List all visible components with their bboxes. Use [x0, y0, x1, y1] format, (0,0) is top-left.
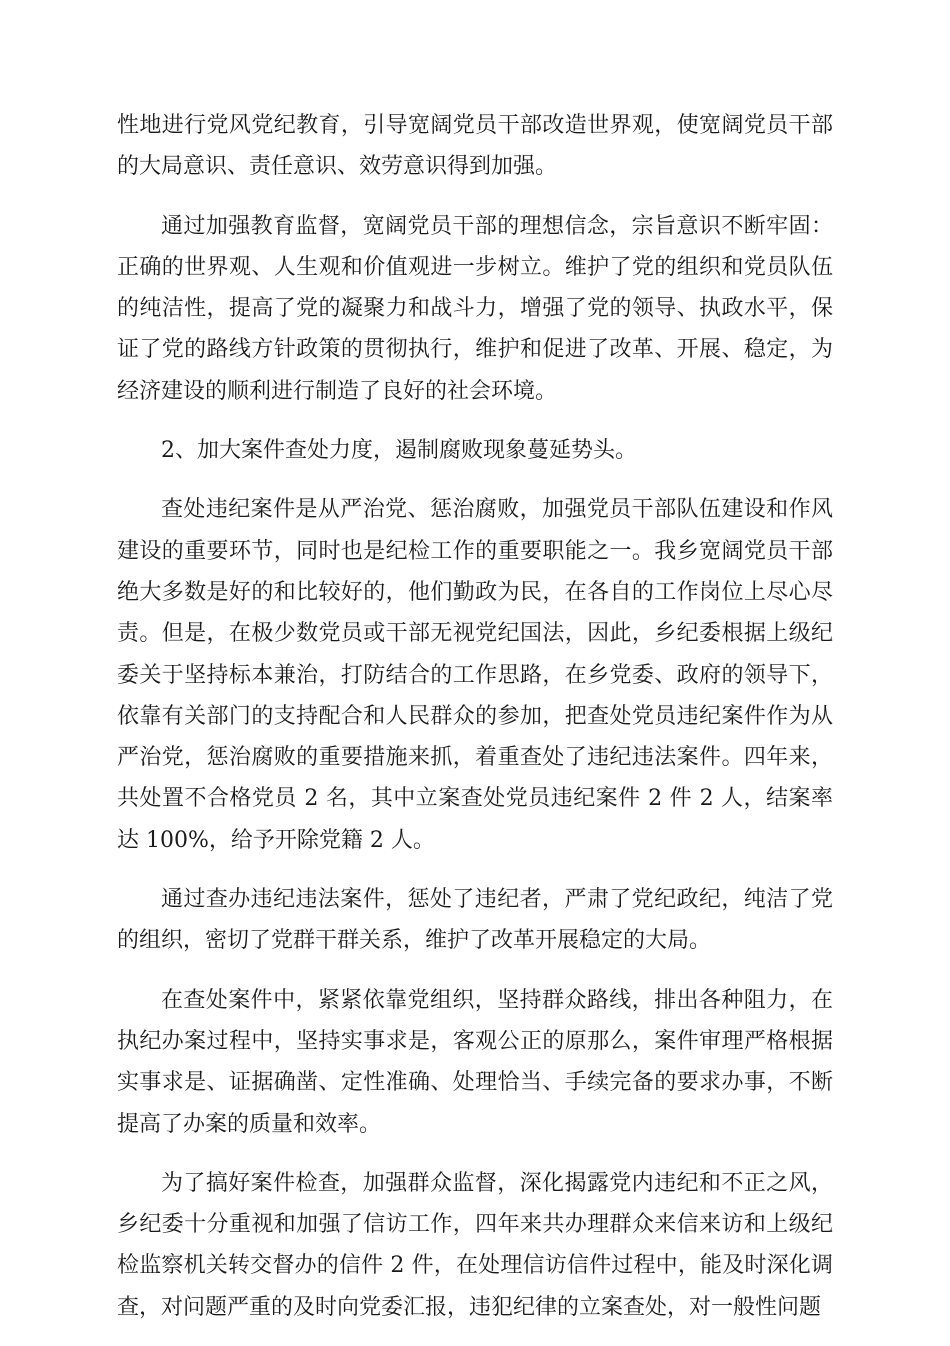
paragraph-continued: 性地进行党风党纪教育，引导宽阔党员干部改造世界观，使宽阔党员干部的大局意识、责任意识、效劳意识得到加强。 — [117, 113, 833, 180]
paragraph: 通过查办违纪违法案件，惩处了违纪者，严肃了党纪政纪，纯洁了党的组织，密切了党群干群关系，维护了改革开展稳定的大局。 — [117, 887, 833, 954]
paragraph: 为了搞好案件检查，加强群众监督，深化揭露党内违纪和不正之风，乡纪委十分重视和加强了信访工作，四年来共办理群众来信来访和上级纪检监察机关转交督办的信件 2 件，在处理信访信件过程中，能及时深化调查，对问题严重的及时向党委汇报，违犯纪律的立案查处，对一般性问题 — [117, 1170, 833, 1320]
section-heading: 2、加大案件查处力度，遏制腐败现象蔓延势头。 — [161, 438, 637, 464]
paragraph: 在查处案件中，紧紧依靠党组织，坚持群众路线，排出各种阻力，在执纪办案过程中，坚持实事求是，客观公正的原那么，案件审理严格根据实事求是、证据确凿、定性准确、处理恰当、手续完备的要求办事，不断提高了办案的质量和效率。 — [117, 987, 833, 1137]
paragraph: 通过加强教育监督，宽阔党员干部的理想信念，宗旨意识不断牢固：正确的世界观、人生观和价值观进一步树立。维护了党的组织和党员队伍的纯洁性，提高了党的凝聚力和战斗力，增强了党的领导、执政水平，保证了党的路线方针政策的贯彻执行，维护和促进了改革、开展、稳定，为经济建设的顺利进行制造了良好的社会环境。 — [117, 213, 833, 404]
paragraph: 查处违纪案件是从严治党、惩治腐败，加强党员干部队伍建设和作风建设的重要环节，同时也是纪检工作的重要职能之一。我乡宽阔党员干部绝大多数是好的和比较好的，他们勤政为民，在各自的工作岗位上尽心尽责。但是，在极少数党员或干部无视党纪国法，因此，乡纪委根据上级纪委关于坚持标本兼治，打防结合的工作思路，在乡党委、政府的领导下，依靠有关部门的支持配合和人民群众的参加，把查处党员违纪案件作为从严治党，惩治腐败的重要措施来抓，着重查处了违纪违法案件。四年来，共处置不合格党员 2 名，其中立案查处党员违纪案件 2 件 2 人，结案率达 100%，给予开除党籍 2 人。 — [117, 497, 833, 853]
document-page — [117, 105, 833, 1346]
